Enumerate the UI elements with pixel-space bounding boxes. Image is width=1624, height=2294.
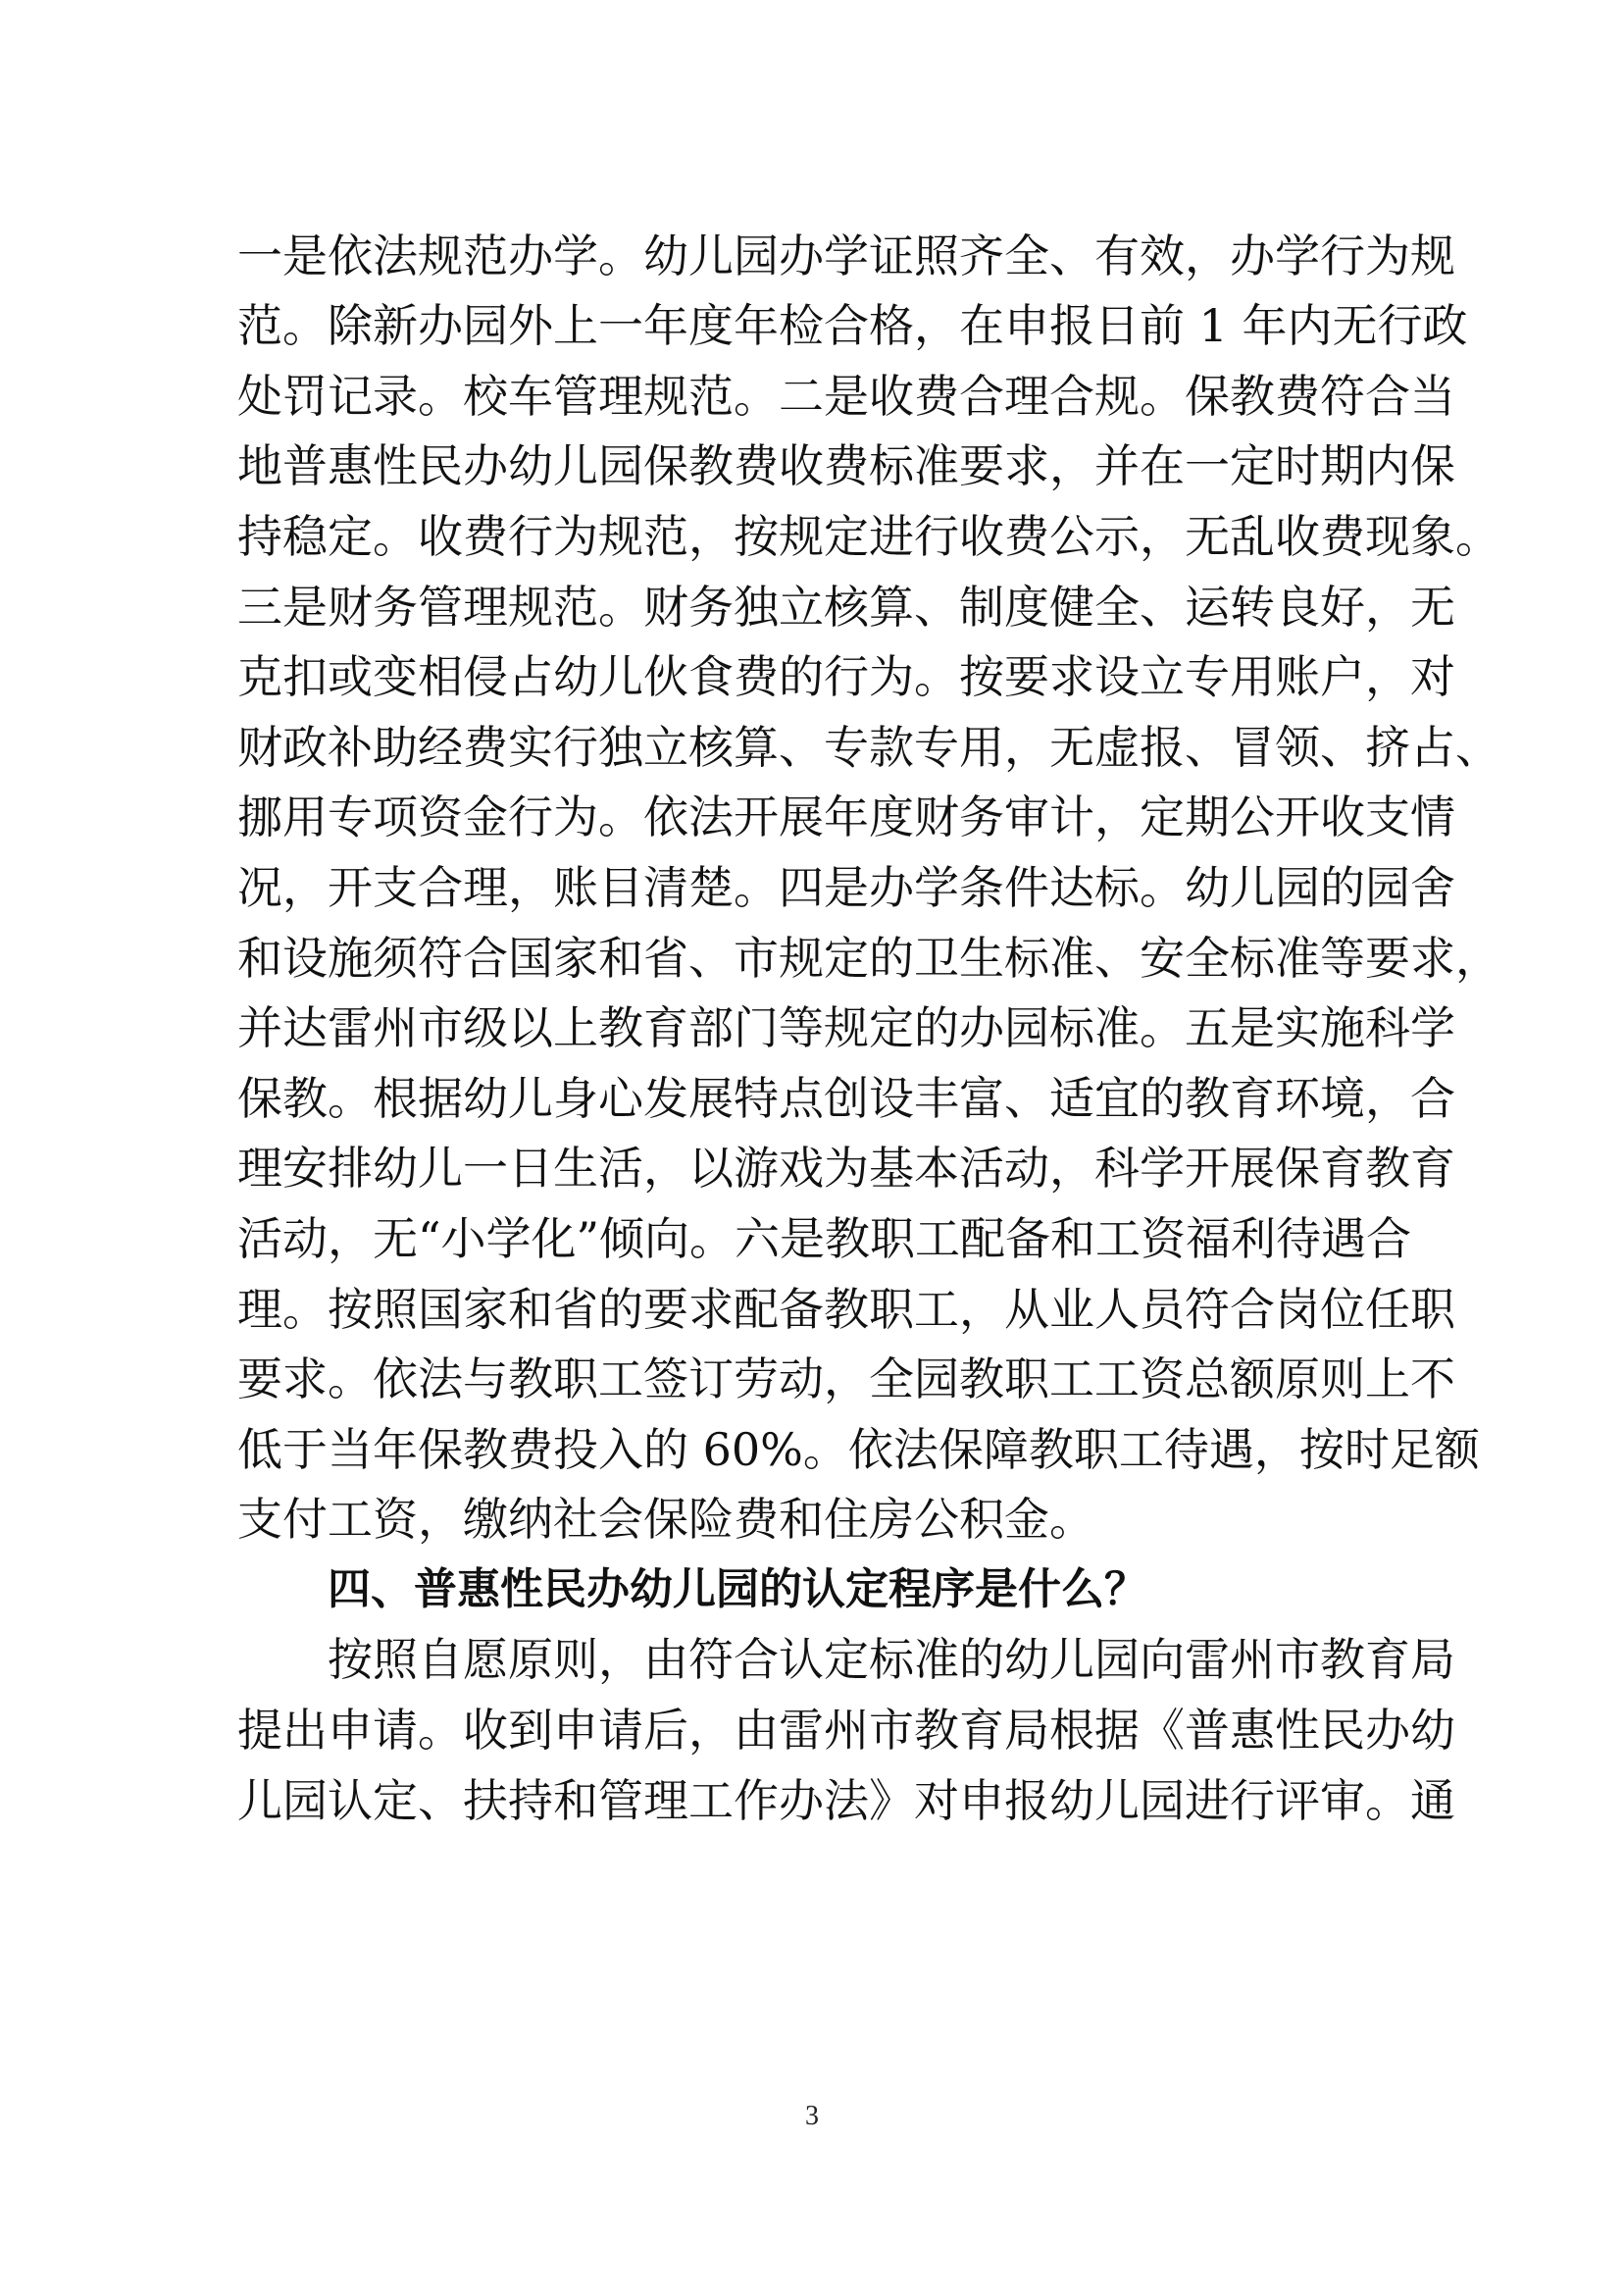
paragraph-1-line: 并达雷州市级以上教育部门等规定的办园标准。五是实施科学 — [237, 1001, 1455, 1055]
paragraph-1-line: 活动，无“小学化”倾向。六是教职工配备和工资福利待遇合 — [237, 1211, 1412, 1265]
paragraph-1-line: 支付工资，缴纳社会保险费和住房公积金。 — [237, 1493, 1094, 1547]
paragraph-1-line: 低于当年保教费投入的 60%。依法保障教职工待遇，按时足额 — [237, 1422, 1480, 1476]
paragraph-2-line: 提出申请。收到申请后，由雷州市教育局根据《普惠性民办幼 — [237, 1704, 1455, 1758]
paragraph-1-line: 要求。依法与教职工签订劳动，全园教职工工资总额原则上不 — [237, 1352, 1455, 1406]
paragraph-1-line: 克扣或变相侵占幼儿伙食费的行为。按要求设立专用账户，对 — [237, 650, 1455, 704]
paragraph-1-line: 范。除新办园外上一年度年检合格，在申报日前 1 年内无行政 — [237, 299, 1468, 353]
paragraph-1-line: 持稳定。收费行为规范，按规定进行收费公示，无乱收费现象。 — [237, 509, 1500, 563]
body-text — [237, 220, 1500, 1835]
paragraph-2-line: 儿园认定、扶持和管理工作办法》对申报幼儿园进行评审。通 — [237, 1773, 1455, 1827]
paragraph-1-line: 保教。根据幼儿身心发展特点创设丰富、适宜的教育环境，合 — [237, 1071, 1455, 1125]
paragraph-1-line: 地普惠性民办幼儿园保教费收费标准要求，并在一定时期内保 — [237, 439, 1455, 493]
paragraph-1-line: 和设施须符合国家和省、市规定的卫生标准、安全标准等要求， — [237, 931, 1500, 985]
section-heading: 四、普惠性民办幼儿园的认定程序是什么？ — [328, 1563, 1147, 1614]
paragraph-1-line: 财政补助经费实行独立核算、专款专用，无虚报、冒领、挤占、 — [237, 720, 1500, 774]
paragraph-1-line: 况，开支合理，账目清楚。四是办学条件达标。幼儿园的园舍 — [237, 860, 1455, 914]
paragraph-1-line: 处罚记录。校车管理规范。二是收费合理合规。保教费符合当 — [237, 369, 1455, 423]
paragraph-1-line: 理。按照国家和省的要求配备教职工，从业人员符合岗位任职 — [237, 1282, 1455, 1336]
page-number: 3 — [805, 2101, 819, 2131]
paragraph-1-line: 挪用专项资金行为。依法开展年度财务审计，定期公开收支情 — [237, 790, 1455, 844]
paragraph-1-line: 一是依法规范办学。幼儿园办学证照齐全、有效，办学行为规 — [237, 229, 1455, 282]
paragraph-1-line: 理安排幼儿一日生活，以游戏为基本活动，科学开展保育教育 — [237, 1142, 1455, 1196]
paragraph-1-line: 三是财务管理规范。财务独立核算、制度健全、运转良好，无 — [237, 580, 1455, 634]
paragraph-2-line: 按照自愿原则，由符合认定标准的幼儿园向雷州市教育局 — [328, 1633, 1455, 1687]
